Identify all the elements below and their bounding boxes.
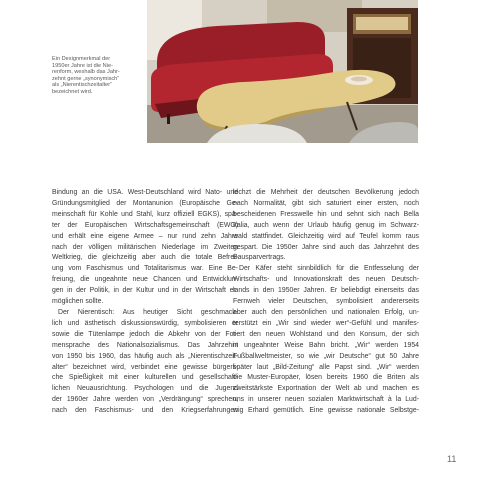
caption-line: renform, weshalb das Jahr- [52, 69, 120, 75]
text-line: Der Käfer steht sinnbildlich für die Entfesselung der [239, 265, 419, 273]
body-text-right-column [233, 188, 419, 417]
text-line: möglichen sollte. [52, 298, 104, 306]
text-line: alter“ bezeichnet wird, verbindet eine gewisse bürgerli- [52, 363, 238, 371]
text-line: Italia, auch wenn der Urlaub häufig genug im Schwarz- [233, 221, 419, 229]
text-line: terstützt ein „Wir sind wieder wer“-Gefühl und manifes- [233, 319, 419, 327]
text-line: lichen Neuausrichtung. Psychologen und die Jugend [52, 385, 238, 393]
text-line: nach den Faschismus- und den Kriegserfahrungen [52, 407, 238, 415]
page-number: 11 [447, 454, 457, 464]
text-line: aber auch den persönlichen und nationalen Erfolg, un- [233, 308, 419, 316]
caption-line: 1950er Jahre ist die Nie- [52, 62, 113, 69]
caption-line: Ein Designmerkmal der [52, 56, 111, 62]
text-line: Der Nierentisch: Aus heutiger Sicht geschmack- [58, 308, 238, 316]
text-line: wig Erhard gemütlich. Eine gewisse nationale Selbstge- [233, 407, 419, 415]
text-line: lechzt die Mehrheit der deutschen Bevölkerung jedoch [233, 189, 419, 196]
body-text-left-column [52, 188, 238, 417]
text-line: freiung, die ungeahnte neue Chancen und Entwicklun- [52, 276, 238, 284]
text-line: in ungeahnter Weise Bahn bricht. „Wir“ werden 1954 [233, 341, 419, 349]
text-line: gen in der Politik, in der Kultur und in der Wirtschaft er- [52, 287, 238, 295]
text-line: tiert den neuen Wohlstand und den Konsum, der sich [233, 330, 419, 338]
text-line: Bindung an die USA. West-Deutschland wird Nato- und [52, 189, 238, 196]
text-line: ter der Europäischen Wirtschaftsgemeinschaft (EWG) [52, 221, 238, 229]
text-line: der 1960er Jahre werden von „Verdrängung“ sprechen, [52, 396, 238, 404]
text-line: uns in unserer neuen sozialen Marktwirtschaft à la Lud- [233, 396, 419, 404]
text-line: bescheidenen Fresswelle hin und sehnt sich nach Bella [233, 210, 419, 218]
text-line: Fernweh vieler Deutschen, symbolisiert andererseits [233, 298, 419, 306]
text-line: sowie die Tütenlampe jedoch die Abkehr von der For- [52, 330, 238, 338]
photo-caption [52, 56, 128, 95]
text-line: von 1950 bis 1960, das häufig auch als „Nierentischzeit- [52, 352, 238, 360]
photo-sofa-nierentisch [147, 0, 418, 143]
text-line: mensprache des Nationalsozialismus. Das Jahrzehnt [52, 341, 238, 349]
text-line: die Muster-Europäer, lösen bereits 1960 die Briten als [233, 374, 419, 382]
text-line: lich und ästhetisch diskussionswürdig, symbolisieren er [52, 319, 238, 327]
text-line: lands in den 1950er Jahren. Er beliebdigt einerseits das [233, 287, 419, 295]
text-line: zweitstärkste Exportnation der Welt ab und machen es [233, 385, 419, 393]
text-line: nach der völligen militärischen Niederlage im Zweiten [52, 243, 238, 251]
caption-line: als „Nierentischzeitalter“ [52, 82, 112, 88]
caption-line: zehnt gerne „synonymisch“ [52, 75, 120, 82]
text-line: Gründungsmitglied der Montanunion (Europäische Ge- [52, 199, 238, 207]
text-line: nach Normalität, gibt sich saturiert einer ersten, noch [233, 199, 419, 207]
text-line: Weltkrieg, die gleichzeitig aber auch die totale Befrei- [52, 254, 238, 262]
text-line: Wirtschafts- und Innovationskraft des neuen Deutsch- [233, 276, 419, 284]
text-line: che Spießigkeit mit einer kulturellen und gesellschaft- [52, 374, 238, 382]
text-line: gespart. Die 1950er Jahre sind auch das Jahrzehnt des [233, 243, 419, 251]
text-line: und erhält eine eigene Armee – nur rund zehn Jahre [52, 232, 238, 240]
text-line: Fußballweltmeister, so wie „wir Deutsche“ gut 50 Jahre [233, 352, 419, 360]
text-line: meinschaft für Kohle und Stahl, kurz offiziell EGKS), spä- [52, 210, 238, 218]
text-line: Bausparvertrags. [233, 254, 286, 262]
caption-line: bezeichnet wird. [52, 88, 93, 95]
text-line: ung vom Faschismus und Totalitarismus war. Eine Be- [52, 265, 238, 273]
text-line: wald stattfindet. Gleichzeitig wird auf Teufel komm raus [233, 232, 419, 240]
text-line: später laut „Bild-Zeitung“ alle Papst sind. „Wir“ werden [233, 363, 419, 371]
